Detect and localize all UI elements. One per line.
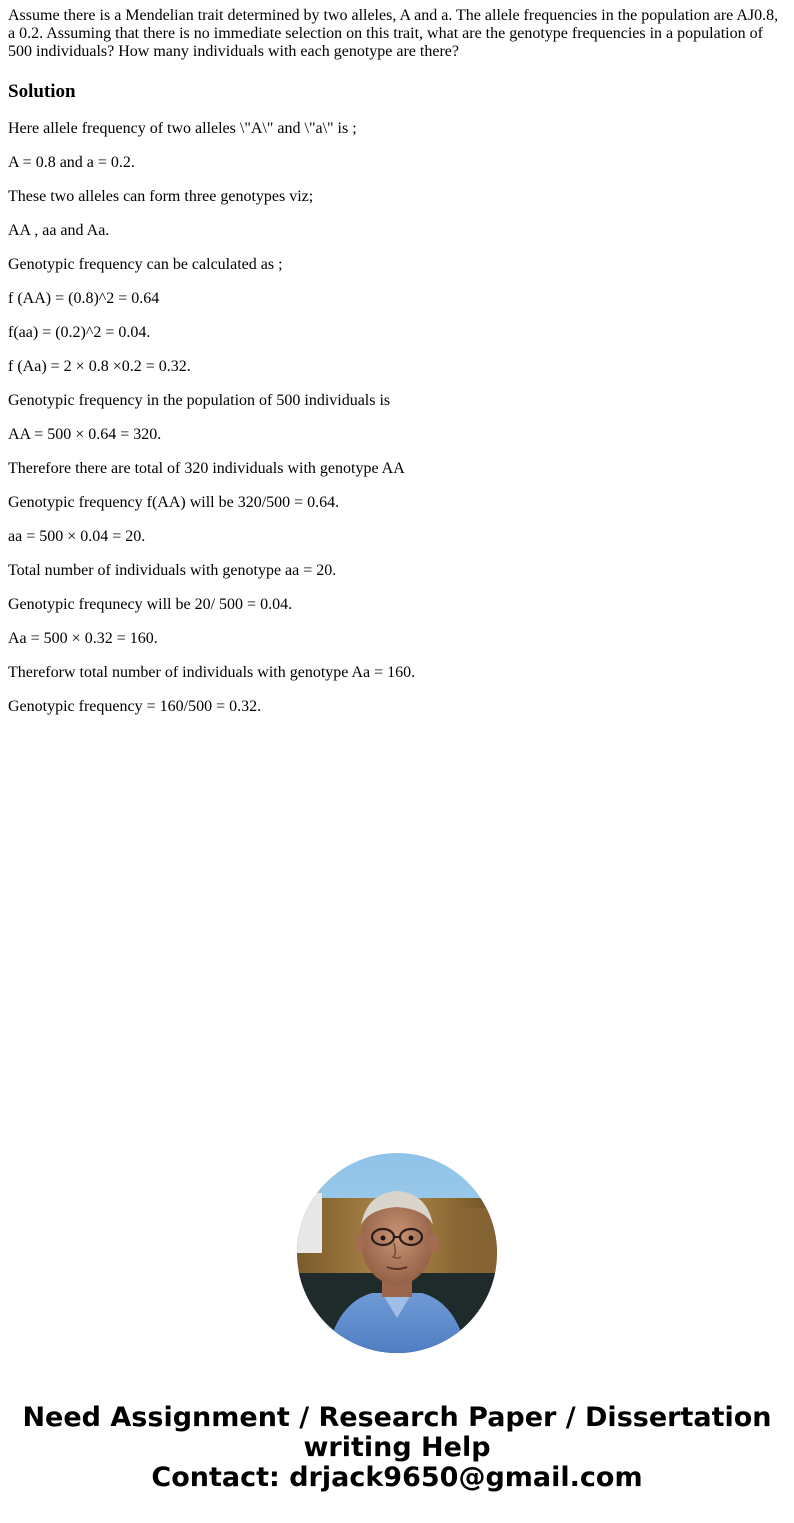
solution-line: Therefore there are total of 320 individuals with genotype AA xyxy=(8,460,405,477)
solution-line: These two alleles can form three genotypes viz; xyxy=(8,188,314,205)
solution-line: AA , aa and Aa. xyxy=(8,222,110,239)
solution-line: Genotypic frequency = 160/500 = 0.32. xyxy=(8,698,262,715)
footer-contact-banner xyxy=(0,1403,794,1493)
solution-line: Genotypic frequnecy will be 20/ 500 = 0.04. xyxy=(8,596,293,613)
solution-line: Genotypic frequency in the population of 500 individuals is xyxy=(8,392,391,409)
footer-contact-email: Contact: drjack9650@gmail.com xyxy=(151,1462,643,1493)
footer-line: writing Help xyxy=(303,1432,491,1463)
author-portrait-image xyxy=(297,1153,497,1353)
solution-line: f(aa) = (0.2)^2 = 0.04. xyxy=(8,324,151,341)
solution-line: Genotypic frequency can be calculated as ; xyxy=(8,256,283,273)
solution-line: AA = 500 × 0.64 = 320. xyxy=(8,426,162,443)
solution-line: A = 0.8 and a = 0.2. xyxy=(8,154,135,171)
solution-line: Aa = 500 × 0.32 = 160. xyxy=(8,630,158,647)
solution-heading: Solution xyxy=(8,81,76,102)
solution-line: f (AA) = (0.8)^2 = 0.64 xyxy=(8,290,160,307)
author-avatar xyxy=(297,1153,497,1353)
question-text: Assume there is a Mendelian trait determined by two alleles, A and a. The allele frequencies in the population are AJ0.8, a 0.2. Assuming that there is no immediate selection on this trait, what are the genotype frequencies in a population of 500 individuals? How many individuals with each genotype are there? xyxy=(8,7,779,60)
footer-line: Need Assignment / Research Paper / Dissertation xyxy=(22,1402,772,1433)
solution-line: f (Aa) = 2 × 0.8 ×0.2 = 0.32. xyxy=(8,358,191,375)
solution-line: Thereforw total number of individuals with genotype Aa = 160. xyxy=(8,664,416,681)
solution-line: aa = 500 × 0.04 = 20. xyxy=(8,528,146,545)
solution-body xyxy=(8,120,786,732)
solution-line: Genotypic frequency f(AA) will be 320/500 = 0.64. xyxy=(8,494,340,511)
solution-line: Total number of individuals with genotype aa = 20. xyxy=(8,562,337,579)
solution-line: Here allele frequency of two alleles \"A\" and \"a\" is ; xyxy=(8,120,357,137)
